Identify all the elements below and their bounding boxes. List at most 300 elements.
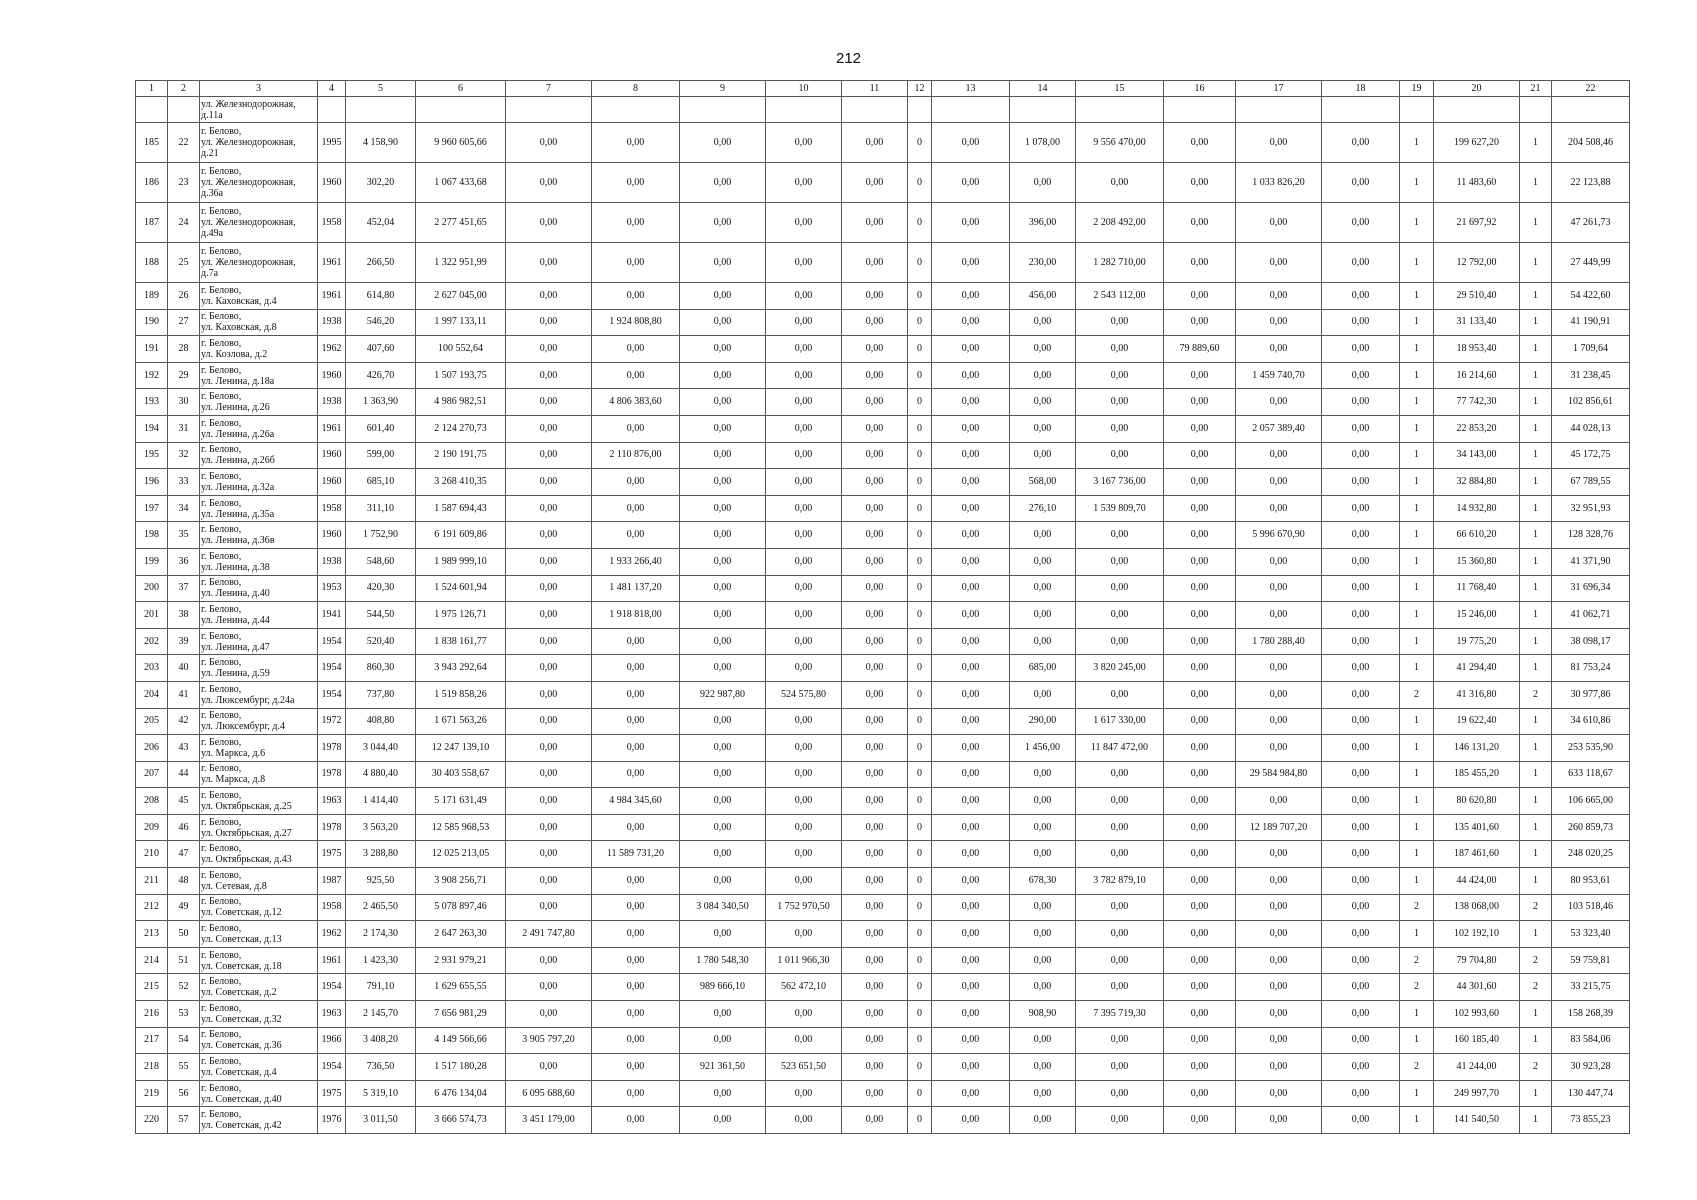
cell xyxy=(1236,97,1322,123)
table-cell: 5 171 631,49 xyxy=(416,788,506,815)
cell xyxy=(416,97,506,123)
table-cell: 0,00 xyxy=(1164,243,1236,283)
table-cell: 1 xyxy=(1520,283,1552,310)
cell xyxy=(1010,97,1076,123)
table-cell: 0,00 xyxy=(1236,1054,1322,1081)
table-cell: 0,00 xyxy=(842,1001,908,1028)
table-cell: 1 xyxy=(1520,389,1552,416)
table-cell: 57 xyxy=(168,1107,200,1134)
table-cell: 678,30 xyxy=(1010,868,1076,895)
table-cell: 200 xyxy=(136,575,168,602)
table-row xyxy=(136,283,1630,310)
table-cell: 191 xyxy=(136,336,168,363)
table-cell: 524 575,80 xyxy=(766,681,842,708)
table-cell: 0 xyxy=(908,1080,932,1107)
table-cell: 0,00 xyxy=(1322,841,1400,868)
table-cell: 0,00 xyxy=(1236,894,1322,921)
table-cell: 452,04 xyxy=(346,203,416,243)
table-cell: 0,00 xyxy=(592,1027,680,1054)
table-cell: 0,00 xyxy=(1164,761,1236,788)
table-cell: 1 xyxy=(1520,788,1552,815)
table-cell: 0,00 xyxy=(842,163,908,203)
table-cell: 3 408,20 xyxy=(346,1027,416,1054)
table-cell: 0,00 xyxy=(766,575,842,602)
table-cell: 59 759,81 xyxy=(1552,947,1630,974)
table-cell: 925,50 xyxy=(346,868,416,895)
address-cell: г. Белово, ул. Железнодорожная, д.7а xyxy=(200,243,318,283)
table-cell: 1 xyxy=(1520,309,1552,336)
table-cell: 0 xyxy=(908,921,932,948)
table-cell: 6 095 688,60 xyxy=(506,1080,592,1107)
table-cell: 0,00 xyxy=(1236,548,1322,575)
table-cell: 0,00 xyxy=(1164,575,1236,602)
table-cell: 0,00 xyxy=(506,655,592,682)
table-cell: 195 xyxy=(136,442,168,469)
table-cell: 0,00 xyxy=(766,442,842,469)
table-cell: 12 792,00 xyxy=(1434,243,1520,283)
table-cell: 0,00 xyxy=(680,602,766,629)
table-cell: 0,00 xyxy=(1010,761,1076,788)
table-cell: 2 627 045,00 xyxy=(416,283,506,310)
table-cell: 0,00 xyxy=(592,681,680,708)
table-cell: 1 xyxy=(1400,495,1434,522)
table-cell: 2 124 270,73 xyxy=(416,415,506,442)
table-row xyxy=(136,243,1630,283)
table-cell: 0,00 xyxy=(506,868,592,895)
table-cell: 736,50 xyxy=(346,1054,416,1081)
table-header xyxy=(136,81,1630,97)
table-cell: 185 455,20 xyxy=(1434,761,1520,788)
table-cell: 0,00 xyxy=(766,309,842,336)
table-cell: 48 xyxy=(168,868,200,895)
table-cell: 1961 xyxy=(318,947,346,974)
table-cell: 0,00 xyxy=(1322,1107,1400,1134)
cell xyxy=(168,97,200,123)
table-cell: 0,00 xyxy=(842,628,908,655)
table-cell: 0,00 xyxy=(842,442,908,469)
table-cell: 1960 xyxy=(318,163,346,203)
table-cell: 248 020,25 xyxy=(1552,841,1630,868)
table-cell: 0,00 xyxy=(932,735,1010,762)
table-cell: 106 665,00 xyxy=(1552,788,1630,815)
table-cell: 4 880,40 xyxy=(346,761,416,788)
table-cell: 0,00 xyxy=(1236,123,1322,163)
table-cell: 6 191 609,86 xyxy=(416,522,506,549)
table-cell: 1 xyxy=(1520,203,1552,243)
table-cell: 0,00 xyxy=(506,814,592,841)
table-cell: 0,00 xyxy=(932,788,1010,815)
table-cell: 33 xyxy=(168,469,200,496)
table-cell: 1 xyxy=(1520,1080,1552,1107)
table-cell: 0,00 xyxy=(506,708,592,735)
table-cell: 0 xyxy=(908,362,932,389)
table-cell: 47 261,73 xyxy=(1552,203,1630,243)
table-cell: 0,00 xyxy=(1236,788,1322,815)
address-cell: г. Белово, ул. Октябрьская, д.25 xyxy=(200,788,318,815)
table-cell: 1987 xyxy=(318,868,346,895)
table-cell: 1 xyxy=(1520,655,1552,682)
table-cell: 311,10 xyxy=(346,495,416,522)
table-cell: 0,00 xyxy=(1236,655,1322,682)
table-cell: 1 xyxy=(1520,628,1552,655)
table-cell: 19 775,20 xyxy=(1434,628,1520,655)
table-cell: 0,00 xyxy=(680,362,766,389)
table-cell: 0,00 xyxy=(932,628,1010,655)
table-cell: 266,50 xyxy=(346,243,416,283)
table-cell: 24 xyxy=(168,203,200,243)
table-cell: 0,00 xyxy=(506,628,592,655)
table-cell: 0,00 xyxy=(680,203,766,243)
table-cell: 1 xyxy=(1400,389,1434,416)
table-cell: 0,00 xyxy=(506,123,592,163)
table-cell: 38 098,17 xyxy=(1552,628,1630,655)
table-cell: 0,00 xyxy=(1010,681,1076,708)
table-cell: 55 xyxy=(168,1054,200,1081)
table-cell: 685,00 xyxy=(1010,655,1076,682)
table-cell: 0,00 xyxy=(1076,974,1164,1001)
table-cell: 0,00 xyxy=(842,761,908,788)
table-cell: 193 xyxy=(136,389,168,416)
address-cell: г. Белово, ул. Железнодорожная, д.36а xyxy=(200,163,318,203)
table-cell: 0 xyxy=(908,1001,932,1028)
table-cell: 5 996 670,90 xyxy=(1236,522,1322,549)
table-cell: 0,00 xyxy=(1076,921,1164,948)
address-cell: г. Белово, ул. Ленина, д.26 xyxy=(200,389,318,416)
table-cell: 3 268 410,35 xyxy=(416,469,506,496)
table-cell: 0,00 xyxy=(1236,735,1322,762)
table-cell: 0,00 xyxy=(1164,602,1236,629)
table-cell: 0 xyxy=(908,841,932,868)
table-row xyxy=(136,841,1630,868)
table-cell: 0,00 xyxy=(680,123,766,163)
table-cell: 213 xyxy=(136,921,168,948)
address-cell: г. Белово, ул. Советская, д.13 xyxy=(200,921,318,948)
table-cell: 0,00 xyxy=(766,203,842,243)
table-cell: 16 214,60 xyxy=(1434,362,1520,389)
table-cell: 791,10 xyxy=(346,974,416,1001)
table-cell: 0,00 xyxy=(842,1054,908,1081)
table-cell: 9 556 470,00 xyxy=(1076,123,1164,163)
table-cell: 40 xyxy=(168,655,200,682)
table-cell: 0,00 xyxy=(932,309,1010,336)
table-cell: 0,00 xyxy=(1164,123,1236,163)
table-cell: 408,80 xyxy=(346,708,416,735)
table-cell: 41 xyxy=(168,681,200,708)
table-cell: 0,00 xyxy=(1076,947,1164,974)
table-cell: 201 xyxy=(136,602,168,629)
table-cell: 0,00 xyxy=(592,469,680,496)
table-cell: 0,00 xyxy=(842,389,908,416)
table-cell: 0,00 xyxy=(1076,788,1164,815)
table-cell: 0,00 xyxy=(842,602,908,629)
table-cell: 1 067 433,68 xyxy=(416,163,506,203)
table-row xyxy=(136,548,1630,575)
column-header: 7 xyxy=(506,81,592,97)
table-cell: 0,00 xyxy=(766,163,842,203)
table-cell: 1958 xyxy=(318,894,346,921)
table-cell: 0,00 xyxy=(766,336,842,363)
address-cell: г. Белово, ул. Советская, д.42 xyxy=(200,1107,318,1134)
table-cell: 0,00 xyxy=(1010,442,1076,469)
table-cell: 80 953,61 xyxy=(1552,868,1630,895)
table-cell: 31 133,40 xyxy=(1434,309,1520,336)
table-cell: 249 997,70 xyxy=(1434,1080,1520,1107)
table-cell: 204 xyxy=(136,681,168,708)
table-cell: 14 932,80 xyxy=(1434,495,1520,522)
cell xyxy=(908,97,932,123)
table-cell: 0,00 xyxy=(1076,163,1164,203)
table-cell: 22 xyxy=(168,123,200,163)
table-row xyxy=(136,362,1630,389)
table-cell: 1 xyxy=(1520,123,1552,163)
table-cell: 138 068,00 xyxy=(1434,894,1520,921)
table-cell: 1962 xyxy=(318,336,346,363)
table-cell: 0,00 xyxy=(680,735,766,762)
address-cell: г. Белово, ул. Маркса, д.6 xyxy=(200,735,318,762)
table-cell: 0,00 xyxy=(766,1001,842,1028)
table-cell: 0,00 xyxy=(1164,389,1236,416)
table-row xyxy=(136,681,1630,708)
address-cell: г. Белово, ул. Ленина, д.59 xyxy=(200,655,318,682)
table-cell: 32 xyxy=(168,442,200,469)
address-cell: г. Белово, ул. Люксембург, д.4 xyxy=(200,708,318,735)
table-cell: 0,00 xyxy=(842,203,908,243)
table-cell: 0,00 xyxy=(506,974,592,1001)
cell xyxy=(1076,97,1164,123)
table-cell: 0,00 xyxy=(842,1107,908,1134)
table-cell: 0,00 xyxy=(1322,974,1400,1001)
table-cell: 1958 xyxy=(318,203,346,243)
table-cell: 1 xyxy=(1400,761,1434,788)
table-cell: 53 xyxy=(168,1001,200,1028)
table-cell: 0,00 xyxy=(932,894,1010,921)
table-cell: 253 535,90 xyxy=(1552,735,1630,762)
table-cell: 0,00 xyxy=(1164,1027,1236,1054)
table-cell: 0,00 xyxy=(932,442,1010,469)
column-header: 22 xyxy=(1552,81,1630,97)
table-cell: 0,00 xyxy=(592,868,680,895)
table-cell: 0,00 xyxy=(932,868,1010,895)
table-cell: 0,00 xyxy=(1322,336,1400,363)
table-row xyxy=(136,495,1630,522)
address-cell: г. Белово, ул. Советская, д.2 xyxy=(200,974,318,1001)
table-cell: 0,00 xyxy=(1322,788,1400,815)
table-cell: 0,00 xyxy=(1236,841,1322,868)
column-header: 10 xyxy=(766,81,842,97)
table-cell: 0 xyxy=(908,522,932,549)
table-cell: 548,60 xyxy=(346,548,416,575)
table-cell: 26 xyxy=(168,283,200,310)
table-cell: 0 xyxy=(908,243,932,283)
table-cell: 0,00 xyxy=(1076,602,1164,629)
table-cell: 208 xyxy=(136,788,168,815)
table-cell: 1 xyxy=(1520,362,1552,389)
table-cell: 216 xyxy=(136,1001,168,1028)
table-cell: 30 xyxy=(168,389,200,416)
table-cell: 0,00 xyxy=(766,362,842,389)
table-cell: 1 xyxy=(1520,868,1552,895)
table-cell: 3 288,80 xyxy=(346,841,416,868)
table-cell: 0,00 xyxy=(766,283,842,310)
table-cell: 41 316,80 xyxy=(1434,681,1520,708)
table-cell: 54 422,60 xyxy=(1552,283,1630,310)
table-cell: 1 924 808,80 xyxy=(592,309,680,336)
address-cell: г. Белово, ул. Сетевая, д.8 xyxy=(200,868,318,895)
table-cell: 217 xyxy=(136,1027,168,1054)
table-cell: 1 587 694,43 xyxy=(416,495,506,522)
table-cell: 0,00 xyxy=(1010,628,1076,655)
table-cell: 25 xyxy=(168,243,200,283)
page-number: 212 xyxy=(835,50,862,67)
table-cell: 1 975 126,71 xyxy=(416,602,506,629)
table-cell: 0,00 xyxy=(1164,868,1236,895)
table-cell: 1975 xyxy=(318,841,346,868)
table-cell: 103 518,46 xyxy=(1552,894,1630,921)
table-cell: 0,00 xyxy=(592,761,680,788)
table-cell: 196 xyxy=(136,469,168,496)
table-cell: 0,00 xyxy=(680,548,766,575)
table-cell: 192 xyxy=(136,362,168,389)
table-cell: 0,00 xyxy=(766,469,842,496)
table-cell: 0,00 xyxy=(680,1080,766,1107)
table-cell: 1 xyxy=(1400,336,1434,363)
table-cell: 0,00 xyxy=(680,761,766,788)
column-header: 16 xyxy=(1164,81,1236,97)
table-cell: 32 884,80 xyxy=(1434,469,1520,496)
table-cell: 1 xyxy=(1400,921,1434,948)
address-cell: г. Белово, ул. Ленина, д.38 xyxy=(200,548,318,575)
table-cell: 29 584 984,80 xyxy=(1236,761,1322,788)
table-cell: 11 768,40 xyxy=(1434,575,1520,602)
table-cell: 0,00 xyxy=(1076,628,1164,655)
table-cell: 1 011 966,30 xyxy=(766,947,842,974)
address-cell: г. Белово, ул. Каховская, д.8 xyxy=(200,309,318,336)
table-cell: 0,00 xyxy=(592,123,680,163)
table-cell: 1 xyxy=(1400,814,1434,841)
column-number-row xyxy=(136,81,1630,97)
table-cell: 30 923,28 xyxy=(1552,1054,1630,1081)
table-cell: 1 xyxy=(1520,163,1552,203)
table-cell: 211 xyxy=(136,868,168,895)
table-cell: 0,00 xyxy=(1322,628,1400,655)
table-cell: 1954 xyxy=(318,628,346,655)
table-cell: 908,90 xyxy=(1010,1001,1076,1028)
table-cell: 100 552,64 xyxy=(416,336,506,363)
table-cell: 203 xyxy=(136,655,168,682)
table-cell: 0,00 xyxy=(1322,681,1400,708)
table-cell: 0 xyxy=(908,788,932,815)
table-cell: 1938 xyxy=(318,389,346,416)
table-cell: 0 xyxy=(908,123,932,163)
table-row xyxy=(136,628,1630,655)
table-cell: 2 208 492,00 xyxy=(1076,203,1164,243)
table-cell: 0,00 xyxy=(1164,921,1236,948)
table-cell: 0,00 xyxy=(1164,1107,1236,1134)
table-cell: 0,00 xyxy=(1322,415,1400,442)
address-cell: г. Белово, ул. Октябрьская, д.43 xyxy=(200,841,318,868)
address-cell: г. Белово, ул. Ленина, д.44 xyxy=(200,602,318,629)
table-cell: 41 062,71 xyxy=(1552,602,1630,629)
table-cell: 146 131,20 xyxy=(1434,735,1520,762)
table-cell: 66 610,20 xyxy=(1434,522,1520,549)
table-cell: 0,00 xyxy=(1322,548,1400,575)
table-row xyxy=(136,1080,1630,1107)
table-cell: 46 xyxy=(168,814,200,841)
table-cell: 0,00 xyxy=(766,495,842,522)
table-cell: 0,00 xyxy=(932,389,1010,416)
address-cell: г. Белово, ул. Железнодорожная, д.21 xyxy=(200,123,318,163)
table-cell: 1953 xyxy=(318,575,346,602)
table-cell: 0,00 xyxy=(766,548,842,575)
table-cell: 0,00 xyxy=(932,469,1010,496)
table-cell: 1 423,30 xyxy=(346,947,416,974)
address-cell: г. Белово, ул. Ленина, д.18а xyxy=(200,362,318,389)
table-cell: 0,00 xyxy=(1010,602,1076,629)
table-cell: 41 244,00 xyxy=(1434,1054,1520,1081)
address-cell: г. Белово, ул. Советская, д.32 xyxy=(200,1001,318,1028)
table-cell: 0,00 xyxy=(1164,442,1236,469)
table-cell: 218 xyxy=(136,1054,168,1081)
table-cell: 0,00 xyxy=(680,336,766,363)
table-cell: 0,00 xyxy=(1322,362,1400,389)
table-cell: 1 838 161,77 xyxy=(416,628,506,655)
table-cell: 407,60 xyxy=(346,336,416,363)
table-cell: 4 158,90 xyxy=(346,123,416,163)
table-cell: 1 xyxy=(1520,921,1552,948)
table-cell: 0,00 xyxy=(842,841,908,868)
table-cell: 44 xyxy=(168,761,200,788)
table-cell: 0,00 xyxy=(680,628,766,655)
table-cell: 0,00 xyxy=(932,336,1010,363)
table-cell: 1 xyxy=(1400,655,1434,682)
table-cell: 1 xyxy=(1400,868,1434,895)
table-cell: 0,00 xyxy=(842,1080,908,1107)
table-cell: 1 xyxy=(1520,415,1552,442)
table-cell: 30 977,86 xyxy=(1552,681,1630,708)
table-cell: 0,00 xyxy=(1076,761,1164,788)
table-cell: 0,00 xyxy=(1164,814,1236,841)
table-cell: 1972 xyxy=(318,708,346,735)
table-cell: 0,00 xyxy=(932,602,1010,629)
table-cell: 197 xyxy=(136,495,168,522)
table-cell: 41 190,91 xyxy=(1552,309,1630,336)
table-cell: 1 524 601,94 xyxy=(416,575,506,602)
table-cell: 0,00 xyxy=(1322,602,1400,629)
table-cell: 523 651,50 xyxy=(766,1054,842,1081)
table-cell: 1 xyxy=(1520,735,1552,762)
table-cell: 0,00 xyxy=(842,309,908,336)
table-cell: 0,00 xyxy=(506,575,592,602)
table-cell: 0,00 xyxy=(680,415,766,442)
table-cell: 185 xyxy=(136,123,168,163)
table-cell: 0 xyxy=(908,336,932,363)
table-cell: 396,00 xyxy=(1010,203,1076,243)
table-cell: 290,00 xyxy=(1010,708,1076,735)
table-cell: 0,00 xyxy=(1010,389,1076,416)
table-cell: 0,00 xyxy=(932,947,1010,974)
table-cell: 0,00 xyxy=(506,243,592,283)
table-cell: 0,00 xyxy=(766,1080,842,1107)
table-cell: 0 xyxy=(908,389,932,416)
table-row xyxy=(136,309,1630,336)
table-cell: 0,00 xyxy=(1236,1027,1322,1054)
table-cell: 1 xyxy=(1400,243,1434,283)
table-cell: 0,00 xyxy=(1010,1080,1076,1107)
column-header: 17 xyxy=(1236,81,1322,97)
table-cell: 921 361,50 xyxy=(680,1054,766,1081)
table-cell: 34 xyxy=(168,495,200,522)
table-cell: 0,00 xyxy=(506,442,592,469)
